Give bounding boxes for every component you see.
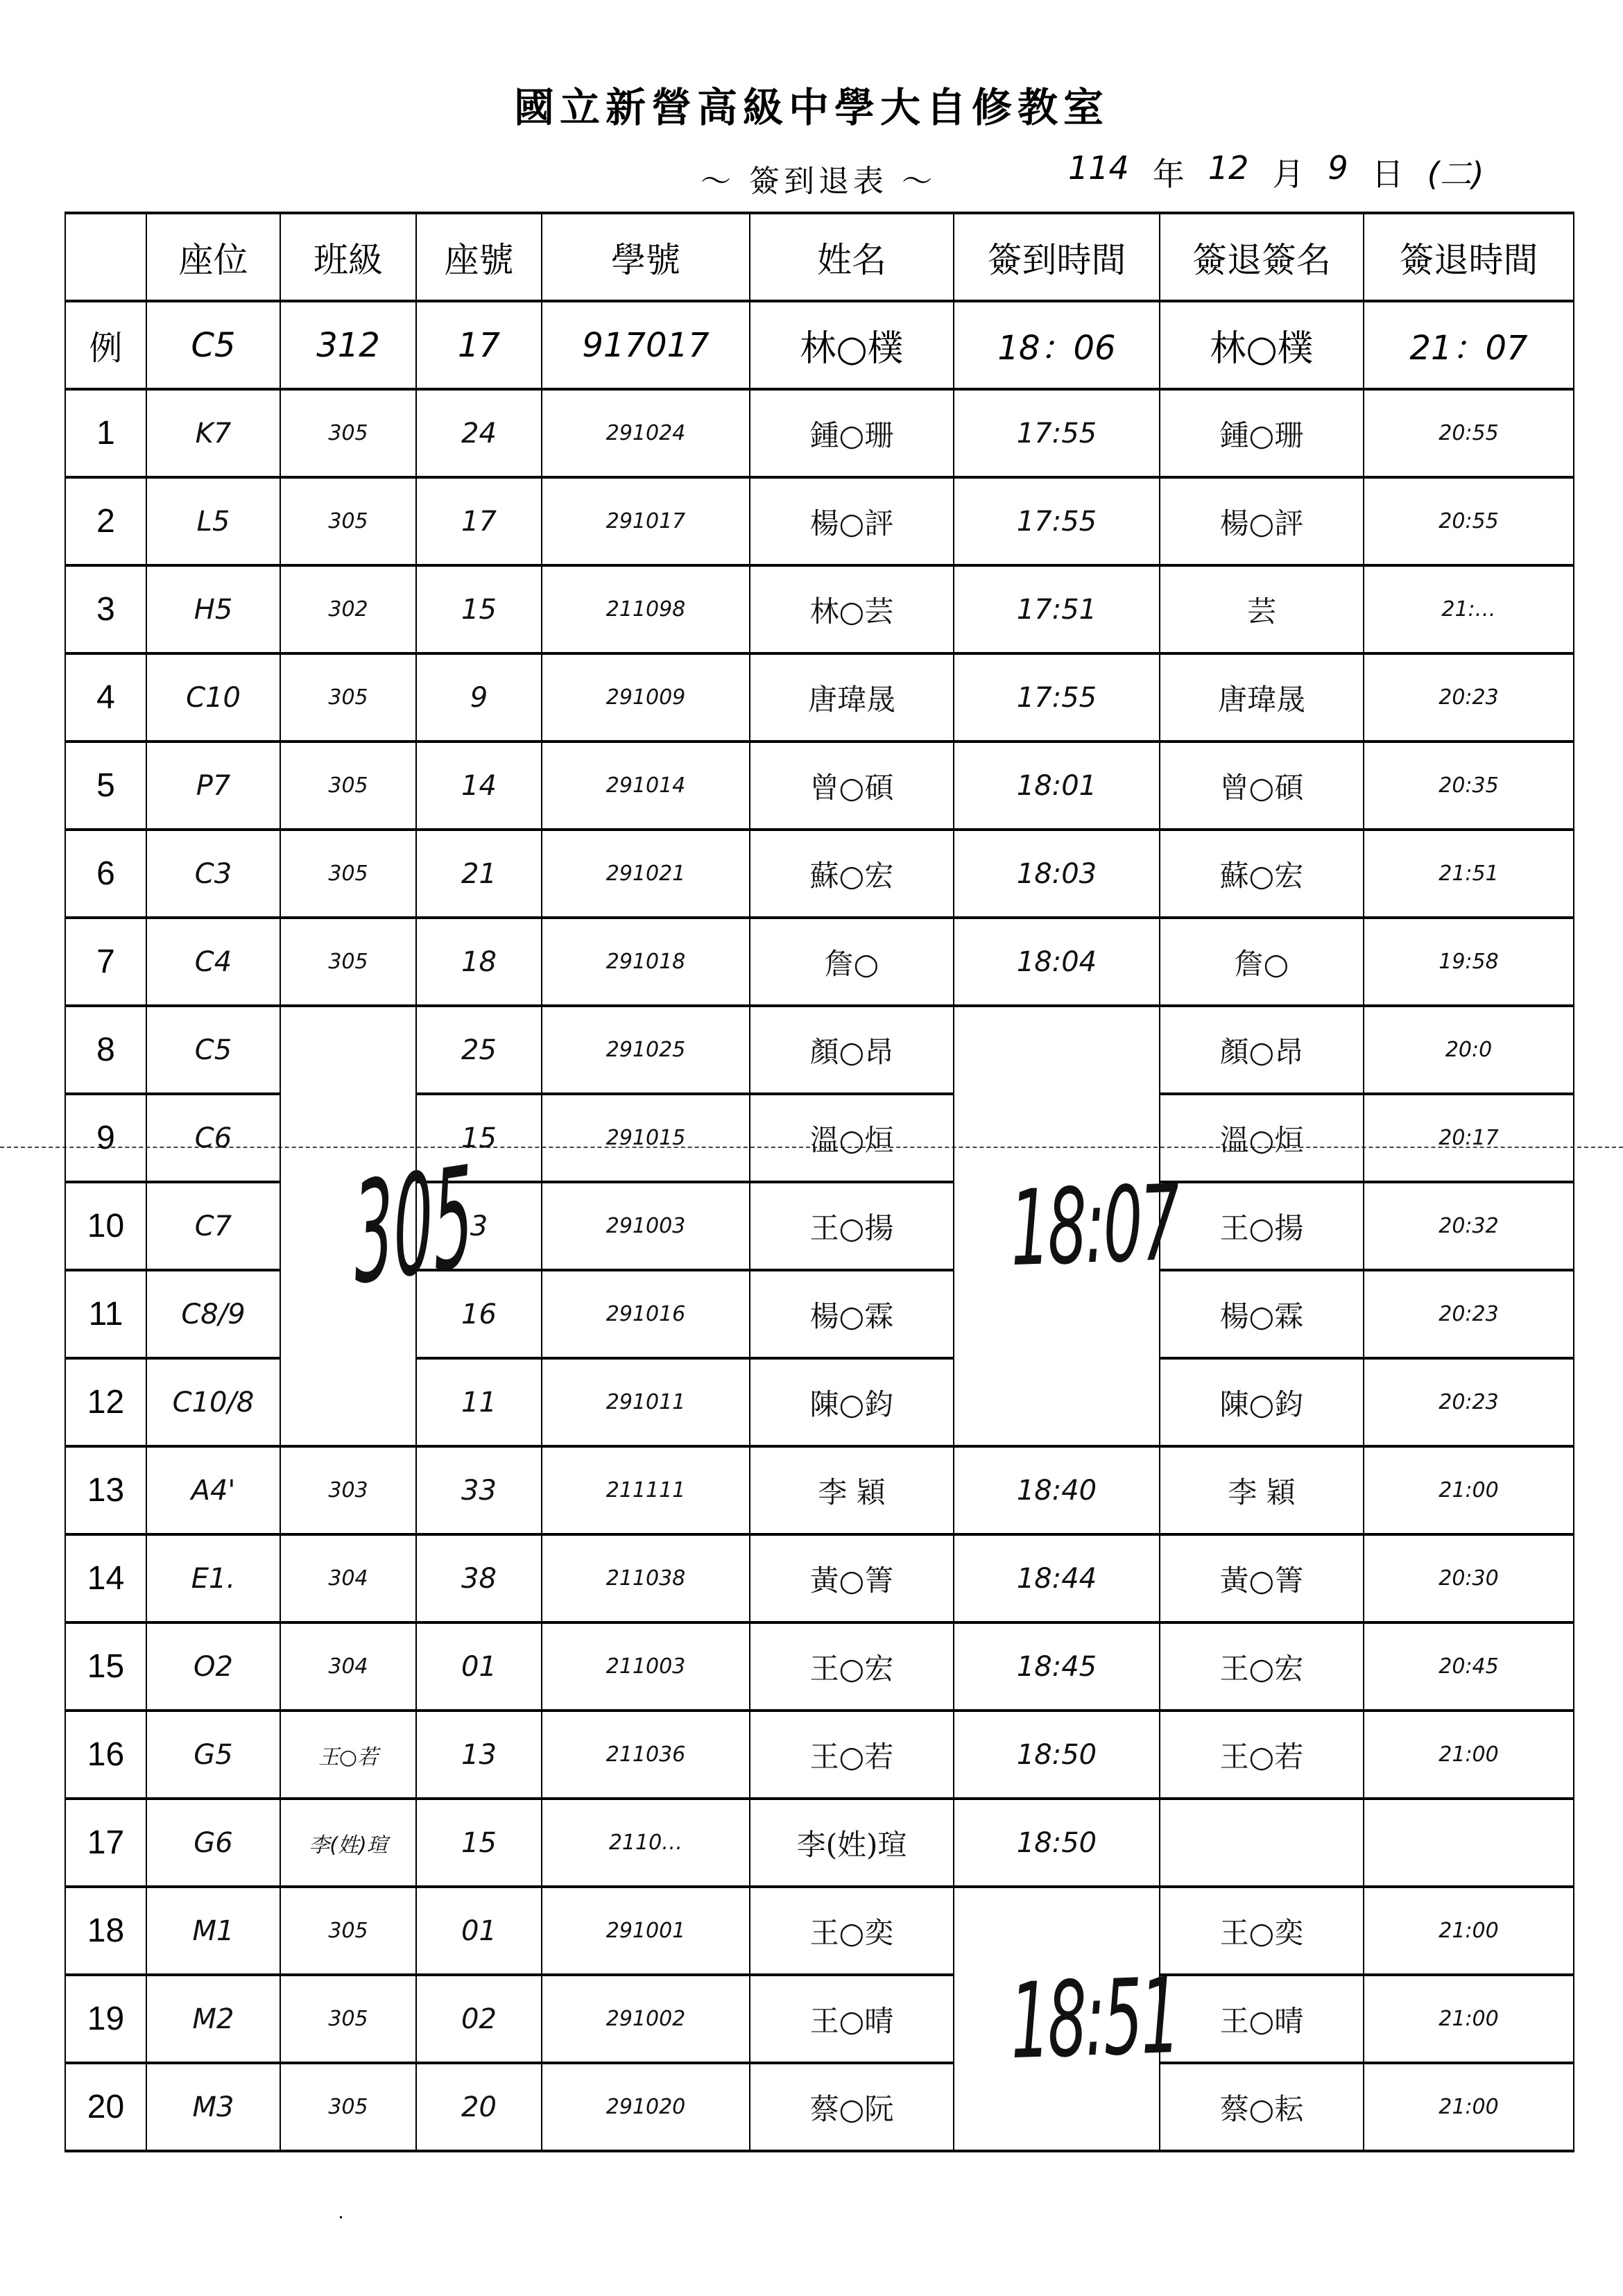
seat-no-cell: 18 [416, 918, 542, 1006]
class-cell: 305 [280, 2063, 416, 2151]
seat-no-cell: 24 [416, 389, 542, 477]
checkout-signature-cell: 陳○鈞 [1160, 1358, 1364, 1446]
checkout-time-cell: 20:45 [1364, 1622, 1574, 1711]
col-checkout-time: 簽退時間 [1364, 213, 1574, 301]
student-id-cell: 211098 [542, 565, 750, 653]
table-row [65, 830, 1574, 918]
table-row [65, 389, 1574, 477]
row-index: 1 [65, 389, 146, 477]
student-id-cell: 2110… [542, 1799, 750, 1887]
row-index: 12 [65, 1358, 146, 1446]
seat-cell: C6 [146, 1094, 280, 1182]
example-checkout-time: 21：07 [1364, 301, 1574, 389]
date-weekday: (二) [1427, 155, 1484, 193]
table-row [65, 1006, 1574, 1094]
class-cell: 305 [280, 1975, 416, 2063]
name-cell: 楊○評 [750, 477, 954, 565]
checkout-signature-cell: 曾○碩 [1160, 742, 1364, 830]
merged-checkin-time-value: 18:07 [1008, 1163, 1180, 1290]
checkin-time-cell: 18:50 [954, 1711, 1160, 1799]
name-cell: 李 穎 [750, 1446, 954, 1534]
checkin-time-cell: 17:55 [954, 653, 1160, 742]
example-row [65, 301, 1574, 389]
checkin-time-cell: 18:45 [954, 1622, 1160, 1711]
class-cell: 305 [280, 653, 416, 742]
row-index: 15 [65, 1622, 146, 1711]
scan-speck [340, 2216, 342, 2218]
seat-cell: C5 [146, 1006, 280, 1094]
date-day: 9 [1328, 149, 1348, 187]
form-subtitle: ～ 簽到退表 ～ [701, 164, 936, 199]
seat-no-cell: 9 [416, 653, 542, 742]
col-student-id: 學號 [542, 213, 750, 301]
seat-cell: O2 [146, 1622, 280, 1711]
date-month-label: 月 [1272, 155, 1305, 193]
checkout-time-cell [1364, 1799, 1574, 1887]
checkout-time-cell: 20:23 [1364, 653, 1574, 742]
seat-no-cell: 21 [416, 830, 542, 918]
table-row [65, 1622, 1574, 1711]
seat-no-cell: 20 [416, 2063, 542, 2151]
seat-cell: A4' [146, 1446, 280, 1534]
seat-no-cell: 13 [416, 1711, 542, 1799]
checkin-time-cell: 17:55 [954, 389, 1160, 477]
checkout-time-cell: 20:23 [1364, 1270, 1574, 1358]
checkin-time-cell: 17:51 [954, 565, 1160, 653]
class-cell: 305 [280, 830, 416, 918]
checkout-signature-cell: 王○奕 [1160, 1887, 1364, 1975]
checkout-time-cell: 20:17 [1364, 1094, 1574, 1182]
name-cell: 王○宏 [750, 1622, 954, 1711]
example-seat-no: 17 [416, 301, 542, 389]
class-cell: 303 [280, 1446, 416, 1534]
checkout-signature-cell: 李 穎 [1160, 1446, 1364, 1534]
checkout-time-cell: 21:00 [1364, 2063, 1574, 2151]
name-cell: 詹○ [750, 918, 954, 1006]
name-cell: 王○揚 [750, 1182, 954, 1270]
row-index: 11 [65, 1270, 146, 1358]
name-cell: 黃○箐 [750, 1534, 954, 1622]
seat-cell: L5 [146, 477, 280, 565]
checkout-signature-cell: 鍾○珊 [1160, 389, 1364, 477]
table-row [65, 477, 1574, 565]
row-index: 6 [65, 830, 146, 918]
seat-no-cell: 3 [416, 1182, 542, 1270]
student-id-cell: 211036 [542, 1711, 750, 1799]
name-cell: 顏○昂 [750, 1006, 954, 1094]
checkout-time-cell: 21:00 [1364, 1711, 1574, 1799]
seat-cell: C4 [146, 918, 280, 1006]
row-index: 17 [65, 1799, 146, 1887]
checkout-signature-cell: 詹○ [1160, 918, 1364, 1006]
checkout-time-cell: 21:00 [1364, 1887, 1574, 1975]
row-index: 7 [65, 918, 146, 1006]
date-year-label: 年 [1152, 155, 1185, 193]
seat-no-cell: 25 [416, 1006, 542, 1094]
example-checkin-time: 18：06 [954, 301, 1160, 389]
class-cell: 305 [280, 742, 416, 830]
col-name: 姓名 [750, 213, 954, 301]
checkout-time-cell: 21:00 [1364, 1446, 1574, 1534]
date-month: 12 [1208, 149, 1249, 187]
checkout-time-cell: 19:58 [1364, 918, 1574, 1006]
seat-cell: G5 [146, 1711, 280, 1799]
col-class: 班級 [280, 213, 416, 301]
col-seat: 座位 [146, 213, 280, 301]
checkout-time-cell: 20:55 [1364, 389, 1574, 477]
student-id-cell: 291002 [542, 1975, 750, 2063]
seat-no-cell: 01 [416, 1887, 542, 1975]
table-row [65, 1887, 1574, 1975]
name-cell: 鍾○珊 [750, 389, 954, 477]
checkout-signature-cell: 芸 [1160, 565, 1364, 653]
class-cell: 304 [280, 1534, 416, 1622]
header-row [65, 213, 1574, 301]
name-cell: 溫○烜 [750, 1094, 954, 1182]
student-id-cell: 211003 [542, 1622, 750, 1711]
form-title: 國立新營高級中學大自修教室 [513, 84, 1109, 131]
row-index: 13 [65, 1446, 146, 1534]
table-row [65, 1975, 1574, 2063]
student-id-cell: 291014 [542, 742, 750, 830]
seat-no-cell: 16 [416, 1270, 542, 1358]
name-cell: 王○奕 [750, 1887, 954, 1975]
student-id-cell: 291025 [542, 1006, 750, 1094]
checkin-time-cell: 18:03 [954, 830, 1160, 918]
date-year: 114 [1068, 149, 1129, 187]
class-cell: 305 [280, 477, 416, 565]
class-cell: 李(姓)瑄 [280, 1799, 416, 1887]
checkout-signature-cell: 唐瑋晟 [1160, 653, 1364, 742]
example-index: 例 [65, 301, 146, 389]
example-name: 林○樸 [750, 301, 954, 389]
checkin-time-cell: 18:44 [954, 1534, 1160, 1622]
student-id-cell: 291024 [542, 389, 750, 477]
checkout-signature-cell: 顏○昂 [1160, 1006, 1364, 1094]
merged-checkin-time-value: 18:51 [1008, 1955, 1180, 2082]
merged-class-cell [280, 1006, 476, 1446]
name-cell: 林○芸 [750, 565, 954, 653]
checkin-time-cell: 18:01 [954, 742, 1160, 830]
student-id-cell: 291015 [542, 1094, 750, 1182]
student-id-cell: 291001 [542, 1887, 750, 1975]
checkout-signature-cell [1160, 1799, 1364, 1887]
checkout-signature-cell: 楊○評 [1160, 477, 1364, 565]
checkout-signature-cell: 王○晴 [1160, 1975, 1364, 2063]
row-index: 20 [65, 2063, 146, 2151]
seat-no-cell: 14 [416, 742, 542, 830]
name-cell: 楊○霖 [750, 1270, 954, 1358]
name-cell: 陳○鈞 [750, 1358, 954, 1446]
form-date [1068, 149, 1484, 195]
student-id-cell: 291018 [542, 918, 750, 1006]
col-checkout-signature: 簽退簽名 [1160, 213, 1364, 301]
seat-cell: M2 [146, 1975, 280, 2063]
class-cell: 302 [280, 565, 416, 653]
seat-no-cell: 38 [416, 1534, 542, 1622]
name-cell: 王○若 [750, 1711, 954, 1799]
checkout-signature-cell: 王○宏 [1160, 1622, 1364, 1711]
seat-no-cell: 01 [416, 1622, 542, 1711]
col-seat-no: 座號 [416, 213, 542, 301]
row-index: 14 [65, 1534, 146, 1622]
student-id-cell: 211038 [542, 1534, 750, 1622]
name-cell: 蔡○阮 [750, 2063, 954, 2151]
student-id-cell: 211111 [542, 1446, 750, 1534]
class-cell: 305 [280, 389, 416, 477]
student-id-cell: 291021 [542, 830, 750, 918]
table-row [65, 1534, 1574, 1622]
seat-no-cell: 15 [416, 565, 542, 653]
name-cell: 李(姓)瑄 [750, 1799, 954, 1887]
name-cell: 曾○碩 [750, 742, 954, 830]
checkout-signature-cell: 蔡○耘 [1160, 2063, 1364, 2151]
checkin-time-cell: 18:50 [954, 1799, 1160, 1887]
class-cell: 305 [280, 918, 416, 1006]
row-index: 16 [65, 1711, 146, 1799]
checkout-time-cell: 20:23 [1364, 1358, 1574, 1446]
checkout-time-cell: 21:51 [1364, 830, 1574, 918]
checkout-time-cell: 21:… [1364, 565, 1574, 653]
checkout-time-cell: 21:00 [1364, 1975, 1574, 2063]
student-id-cell: 291011 [542, 1358, 750, 1446]
checkout-signature-cell: 楊○霖 [1160, 1270, 1364, 1358]
checkin-time-cell: 18:40 [954, 1446, 1160, 1534]
table-row [65, 653, 1574, 742]
seat-cell: C8/9 [146, 1270, 280, 1358]
table-row [65, 742, 1574, 830]
table-row [65, 1711, 1574, 1799]
row-index: 2 [65, 477, 146, 565]
checkout-time-cell: 20:35 [1364, 742, 1574, 830]
student-id-cell: 291003 [542, 1182, 750, 1270]
student-id-cell: 291009 [542, 653, 750, 742]
checkout-time-cell: 20:30 [1364, 1534, 1574, 1622]
seat-cell: C10/8 [146, 1358, 280, 1446]
table-row [65, 918, 1574, 1006]
student-id-cell: 291016 [542, 1270, 750, 1358]
example-class: 312 [280, 301, 416, 389]
student-id-cell: 291017 [542, 477, 750, 565]
seat-cell: C10 [146, 653, 280, 742]
seat-cell: G6 [146, 1799, 280, 1887]
checkout-time-cell: 20:0 [1364, 1006, 1574, 1094]
checkout-signature-cell: 蘇○宏 [1160, 830, 1364, 918]
checkout-time-cell: 20:32 [1364, 1182, 1574, 1270]
col-index [65, 213, 146, 301]
checkin-time-cell: 18:04 [954, 918, 1160, 1006]
row-index: 19 [65, 1975, 146, 2063]
class-cell: 304 [280, 1622, 416, 1711]
example-seat: C5 [146, 301, 280, 389]
date-day-label: 日 [1371, 155, 1404, 193]
checkout-time-cell: 20:55 [1364, 477, 1574, 565]
example-student-id: 917017 [542, 301, 750, 389]
seat-no-cell: 33 [416, 1446, 542, 1534]
student-id-cell: 291020 [542, 2063, 750, 2151]
col-checkin-time: 簽到時間 [954, 213, 1160, 301]
merged-checkin-time-cell [954, 1887, 1180, 2151]
checkout-signature-cell: 王○若 [1160, 1711, 1364, 1799]
checkout-signature-cell: 王○揚 [1160, 1182, 1364, 1270]
seat-no-cell: 02 [416, 1975, 542, 2063]
class-cell: 305 [280, 1887, 416, 1975]
seat-cell: H5 [146, 565, 280, 653]
table-row [65, 565, 1574, 653]
checkout-signature-cell: 溫○烜 [1160, 1094, 1364, 1182]
table-row [65, 1446, 1574, 1534]
row-index: 18 [65, 1887, 146, 1975]
class-cell: 王○若 [280, 1711, 416, 1799]
example-checkout-signature: 林○樸 [1160, 301, 1364, 389]
seat-no-cell: 17 [416, 477, 542, 565]
seat-no-cell: 15 [416, 1799, 542, 1887]
checkin-time-cell: 17:55 [954, 477, 1160, 565]
seat-cell: C7 [146, 1182, 280, 1270]
row-index: 10 [65, 1182, 146, 1270]
table-row [65, 2063, 1574, 2151]
signin-table [65, 212, 1574, 2152]
seat-cell: M1 [146, 1887, 280, 1975]
name-cell: 王○晴 [750, 1975, 954, 2063]
seat-no-cell: 11 [416, 1358, 542, 1446]
row-index: 3 [65, 565, 146, 653]
seat-cell: E1. [146, 1534, 280, 1622]
row-index: 5 [65, 742, 146, 830]
name-cell: 唐瑋晟 [750, 653, 954, 742]
seat-cell: K7 [146, 389, 280, 477]
row-index: 4 [65, 653, 146, 742]
seat-cell: P7 [146, 742, 280, 830]
name-cell: 蘇○宏 [750, 830, 954, 918]
merged-class-value: 305 [351, 1136, 476, 1317]
seat-cell: C3 [146, 830, 280, 918]
table-row [65, 1799, 1574, 1887]
seat-no-cell: 15 [416, 1094, 542, 1182]
seat-cell: M3 [146, 2063, 280, 2151]
checkout-signature-cell: 黃○箐 [1160, 1534, 1364, 1622]
merged-checkin-time-cell [954, 1006, 1180, 1446]
row-index: 8 [65, 1006, 146, 1094]
row-index: 9 [65, 1094, 146, 1182]
